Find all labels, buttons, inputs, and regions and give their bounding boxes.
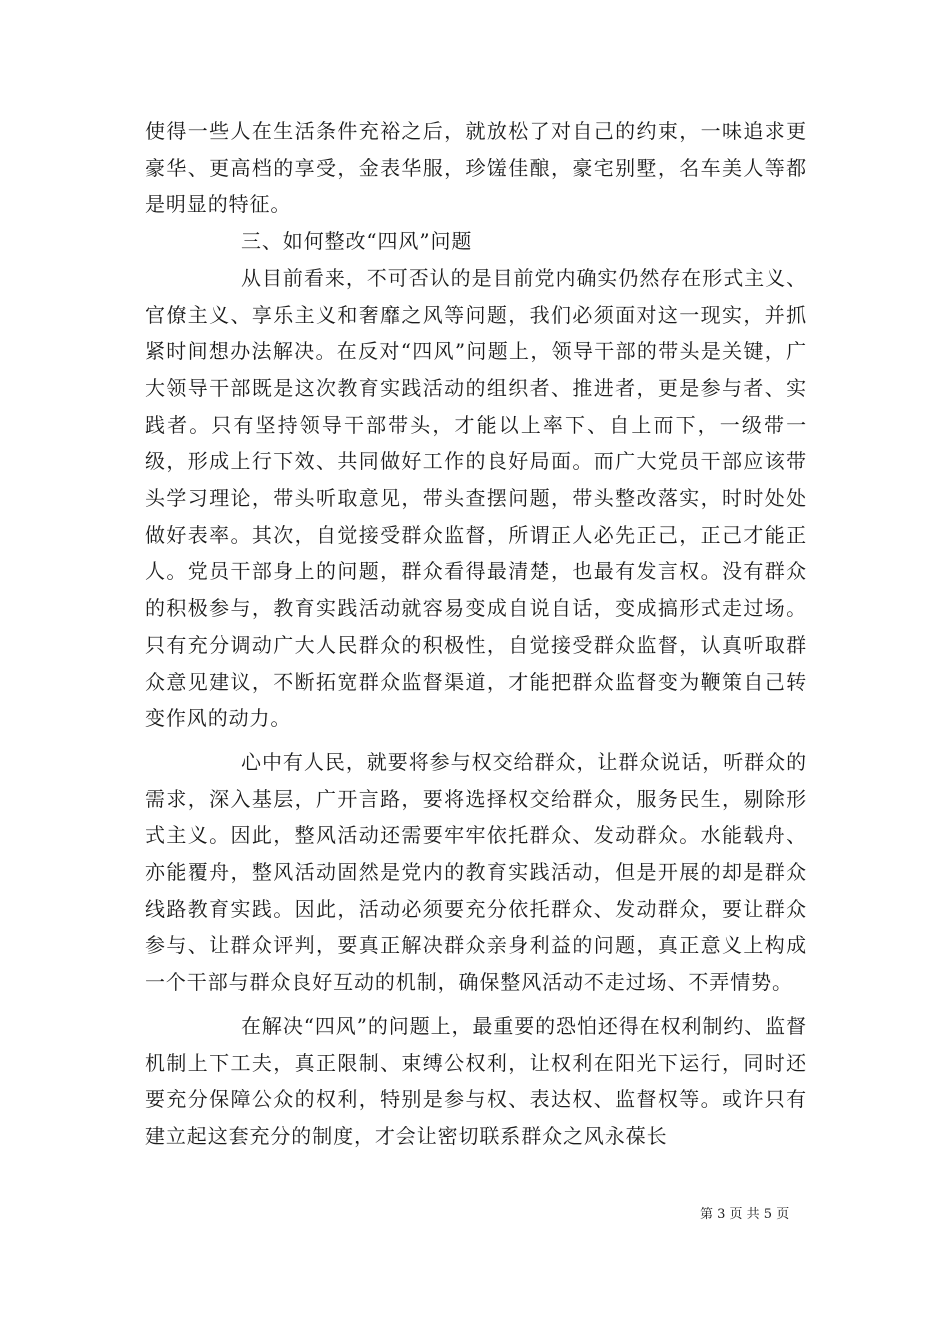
paragraph: 心中有人民，就要将参与权交给群众，让群众说话，听群众的需求，深入基层，广开言路，要将选择权交给群众，服务民生，剔除形式主义。因此，整风活动还需要牢牢依托群众、发动群众。水能载舟、亦能覆舟，整风活动固然是党内的教育实践活动，但是开展的却是群众线路教育实践。因此，活动必须要充分依托群众、发动群众，要让群众参与、让群众评判，要真正解决群众亲身利益的问题，真正意义上构成一个干部与群众良好互动的机制，确保整风活动不走过场、不弄情势。 xyxy=(145,749,807,995)
page-number-footer: 第 3 页 共 5 页 xyxy=(700,1207,790,1222)
section-heading: 三、如何整改“四风”问题 xyxy=(241,229,473,254)
document-body xyxy=(145,113,807,1155)
paragraph: 在解决“四风”的问题上，最重要的恐怕还得在权利制约、监督机制上下工夫，真正限制、束缚公权利，让权利在阳光下运行，同时还要充分保障公众的权利，特别是参与权、表达权、监督权等。或许只有建立起这套充分的制度，才会让密切联系群众之风永葆长 xyxy=(145,1013,807,1148)
paragraph-continuation: 使得一些人在生活条件充裕之后，就放松了对自己的约束，一味追求更豪华、更高档的享受，金表华服，珍馐佳酿，豪宅别墅，名车美人等都是明显的特征。 xyxy=(145,119,807,217)
paragraph: 从目前看来，不可否认的是目前党内确实仍然存在形式主义、官僚主义、享乐主义和奢靡之风等问题，我们必须面对这一现实，并抓紧时间想办法解决。在反对“四风”问题上，领导干部的带头是关键，广大领导干部既是这次教育实践活动的组织者、推进者，更是参与者、实践者。只有坚持领导干部带头，才能以上率下、自上而下，一级带一级，形成上行下效、共同做好工作的良好局面。而广大党员干部应该带头学习理论，带头听取意见，带头查摆问题，带头整改落实，时时处处做好表率。其次，自觉接受群众监督，所谓正人必先正己，正己才能正人。党员干部身上的问题，群众看得最清楚，也最有发言权。没有群众的积极参与，教育实践活动就容易变成自说自话，变成搞形式走过场。只有充分调动广大人民群众的积极性，自觉接受群众监督，认真听取群众意见建议，不断拓宽群众监督渠道，才能把群众监督变为鞭策自己转变作风的动力。 xyxy=(145,265,807,731)
